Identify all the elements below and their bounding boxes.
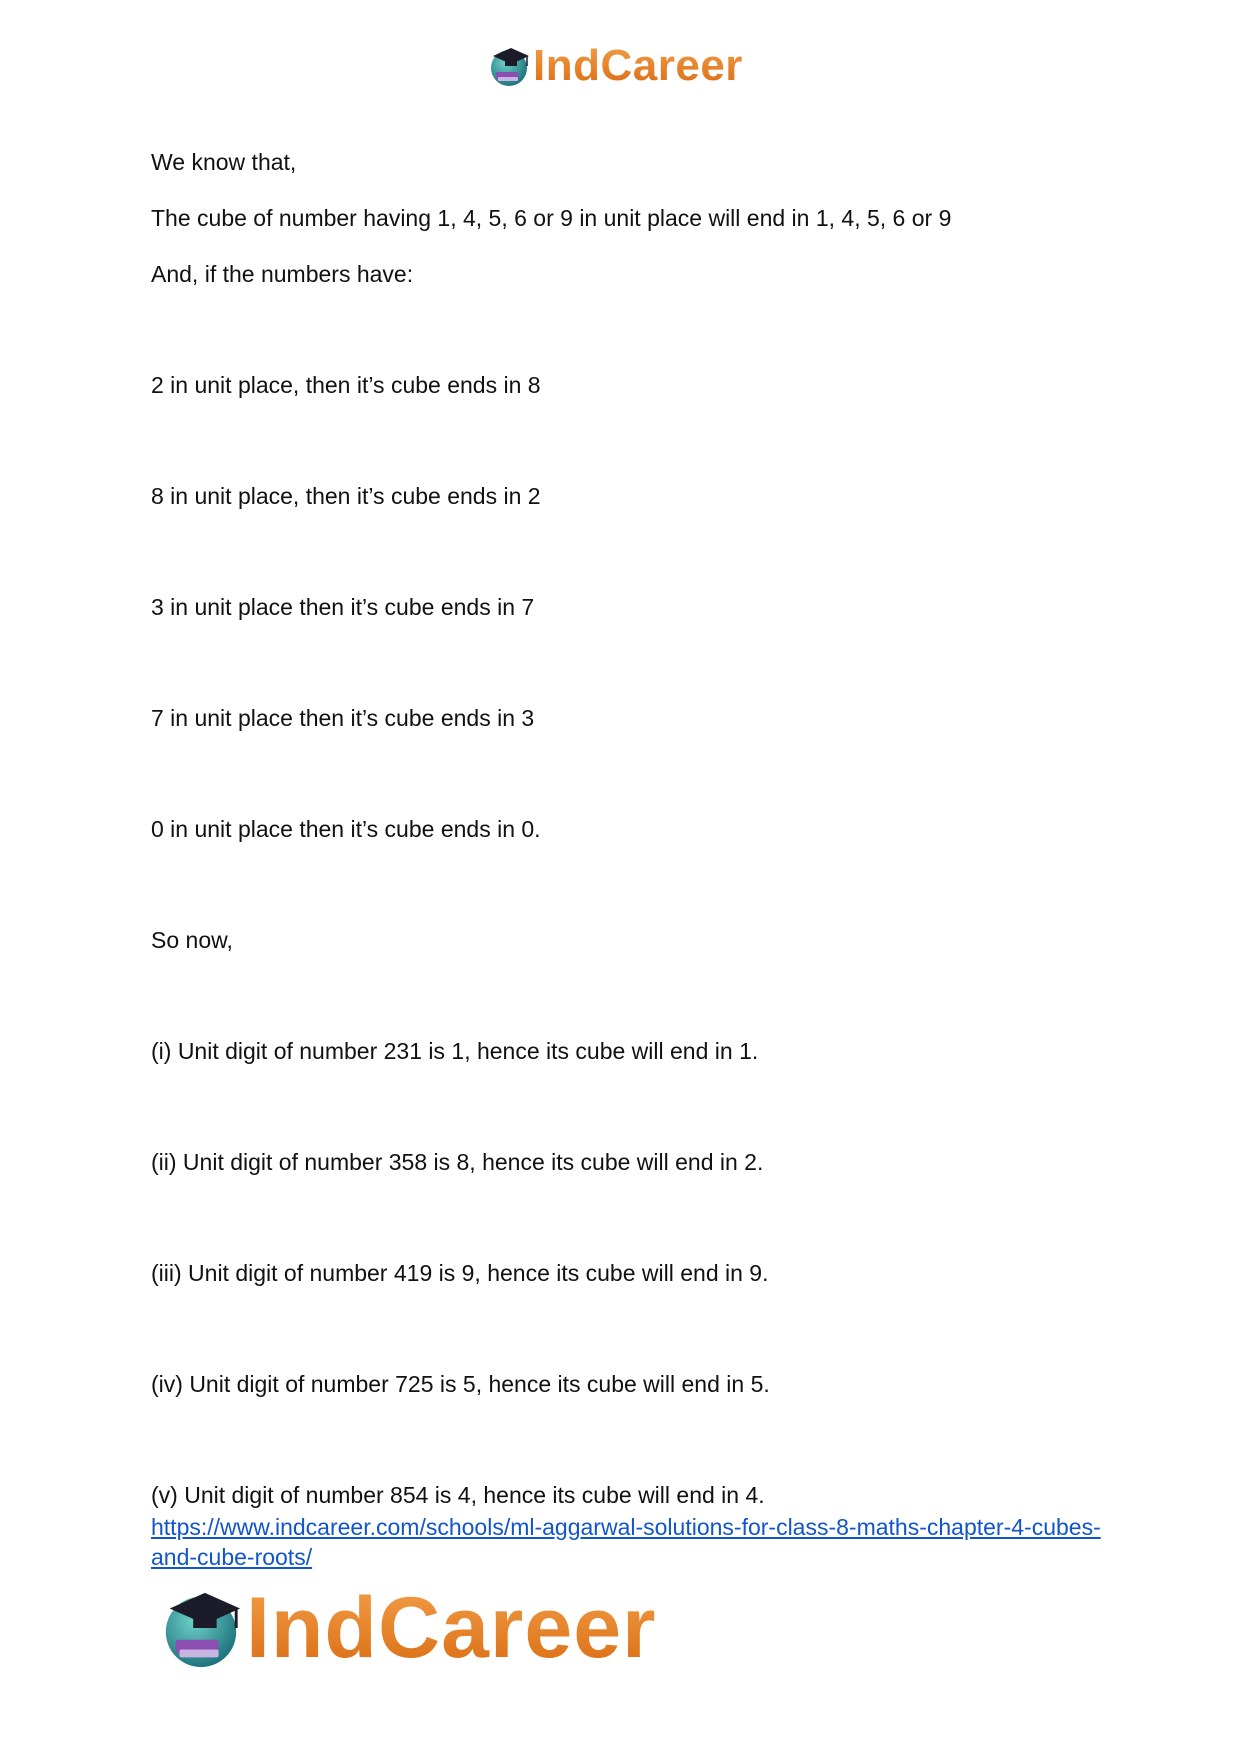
logo-text: IndCareer [246,1579,657,1676]
text-line: 8 in unit place, then it’s cube ends in 2 [151,483,541,509]
header-logo [487,40,743,92]
graduation-cap-globe-icon [487,44,531,88]
text-line: (ii) Unit digit of number 358 is 8, hence its cube will end in 2. [151,1149,764,1175]
logo-text: IndCareer [533,41,743,90]
text-line: (iv) Unit digit of number 725 is 5, hence its cube will end in 5. [151,1371,770,1397]
text-line: The cube of number having 1, 4, 5, 6 or 9 in unit place will end in 1, 4, 5, 6 or 9 [151,205,952,231]
text-line: So now, [151,927,233,953]
footer-logo [158,1579,657,1676]
text-line: (iii) Unit digit of number 419 is 9, hence its cube will end in 9. [151,1260,769,1286]
text-line: We know that, [151,149,297,175]
source-link[interactable]: https://www.indcareer.com/schools/ml-aggarwal-solutions-for-class-8-maths-chapter-4-cubes-and-cube-roots/ [151,1514,1101,1570]
text-line: 7 in unit place then it’s cube ends in 3 [151,705,535,731]
text-line: (v) Unit digit of number 854 is 4, hence its cube will end in 4. [151,1482,765,1508]
text-line: (i) Unit digit of number 231 is 1, hence its cube will end in 1. [151,1038,759,1064]
text-line: 3 in unit place then it’s cube ends in 7 [151,594,535,620]
text-line: 0 in unit place then it’s cube ends in 0. [151,816,541,842]
text-line: And, if the numbers have: [151,261,414,287]
graduation-cap-globe-icon [158,1585,244,1671]
text-line: 2 in unit place, then it’s cube ends in 8 [151,372,541,398]
